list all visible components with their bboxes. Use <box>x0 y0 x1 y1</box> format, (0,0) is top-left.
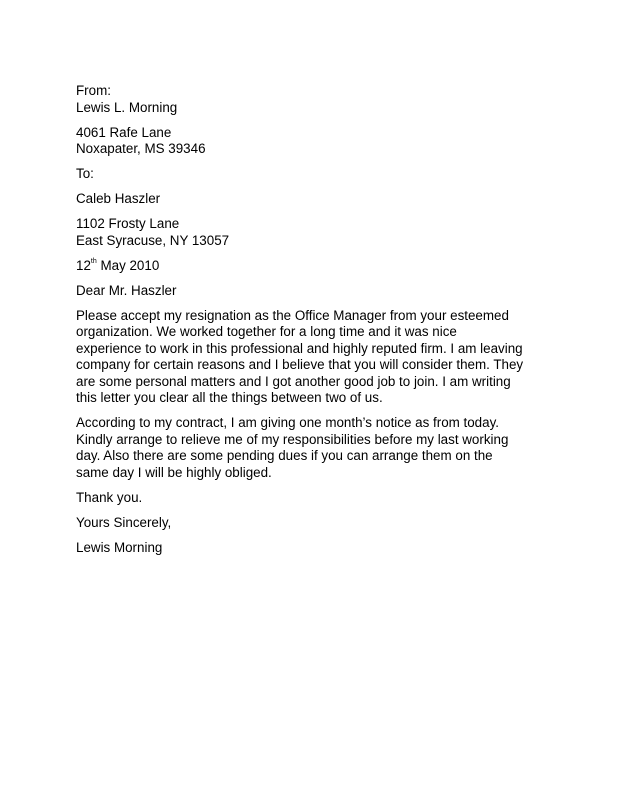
sender-address <box>76 125 564 158</box>
signature-line <box>76 540 564 557</box>
date-ordinal-suffix: th <box>90 258 97 266</box>
signature-name: Lewis Morning <box>76 539 163 555</box>
to-label: To: <box>76 166 94 181</box>
paragraph-line: this letter you clear all the things between two of us. <box>76 390 383 405</box>
paragraph-line: Please accept my resignation as the Office Manager from your esteemed <box>76 307 509 323</box>
sender-name: Lewis L. Morning <box>76 99 178 115</box>
paragraph-line: company for certain reasons and I believe that you will consider them. They <box>76 357 524 372</box>
sender-address-line: 4061 Rafe Lane <box>76 124 172 140</box>
thanks-text: Thank you. <box>76 489 143 505</box>
paragraph-line: organization. We worked together for a long time and it was nice <box>76 324 457 339</box>
recipient-address <box>76 216 564 249</box>
body-paragraph-2 <box>76 415 564 481</box>
paragraph-line: According to my contract, I am giving one month’s notice as from today. <box>76 415 499 430</box>
closing-text: Yours Sincerely, <box>76 514 172 530</box>
paragraph-line: Kindly arrange to relieve me of my responsibilities before my last working <box>76 431 509 447</box>
paragraph-line: day. Also there are some pending dues if you can arrange them on the <box>76 448 493 463</box>
recipient-address-line: 1102 Frosty Lane <box>76 216 180 231</box>
date-day: 12 <box>76 257 91 273</box>
paragraph-line: are some personal matters and I got another good job to join. I am writing <box>76 373 511 389</box>
from-block <box>76 83 564 116</box>
resignation-letter <box>76 83 564 565</box>
body-paragraph-1 <box>76 308 564 407</box>
from-label: From: <box>76 83 111 98</box>
to-block <box>76 166 564 183</box>
paragraph-line: same day I will be highly obliged. <box>76 464 272 480</box>
paragraph-line: experience to work in this professional and highly reputed firm. I am leaving <box>76 340 523 356</box>
letter-date <box>76 258 564 275</box>
recipient-block <box>76 191 564 208</box>
recipient-name: Caleb Haszler <box>76 191 161 206</box>
date-month-year: May 2010 <box>96 257 160 273</box>
closing-line <box>76 515 564 532</box>
salutation <box>76 283 564 300</box>
thanks-line <box>76 490 564 507</box>
sender-address-line: Noxapater, MS 39346 <box>76 141 206 156</box>
salutation-text: Dear Mr. Haszler <box>76 282 177 298</box>
recipient-address-line: East Syracuse, NY 13057 <box>76 232 230 248</box>
